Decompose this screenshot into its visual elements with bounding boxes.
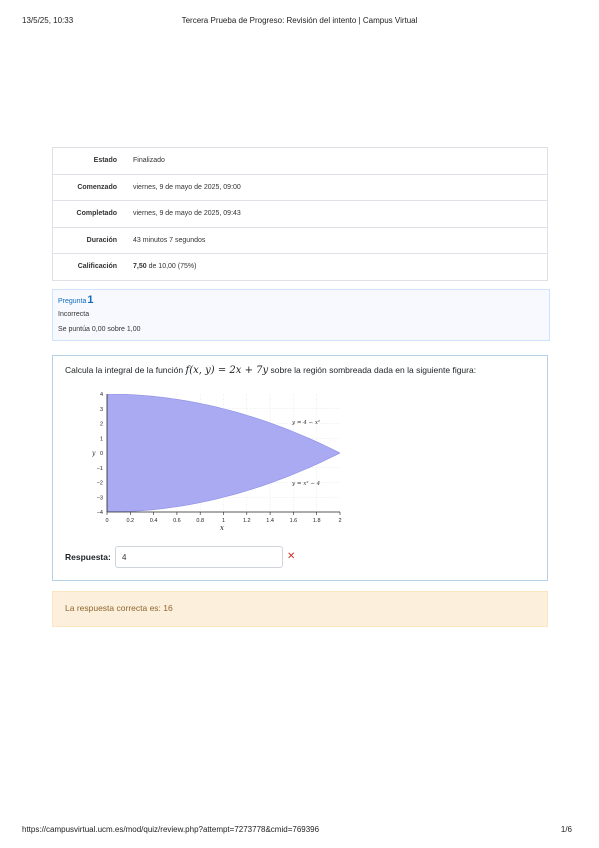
x-tick-marks <box>107 512 340 515</box>
summary-label: Duración <box>53 227 126 254</box>
y-tick-label: 4 <box>99 392 103 398</box>
summary-value <box>125 254 548 281</box>
y-tick-label: −1 <box>96 465 103 472</box>
shaded-region <box>107 394 340 512</box>
summary-row-duracion <box>53 227 548 254</box>
lower-curve-label: y = x² − 4 <box>292 481 321 487</box>
summary-row-comenzado <box>53 174 548 201</box>
x-tick-label: 0.2 <box>126 518 135 524</box>
x-tick-label: 0 <box>105 518 109 524</box>
question-content-box <box>52 355 548 581</box>
answer-label: Respuesta: <box>65 552 111 562</box>
y-tick-label: −3 <box>96 495 103 502</box>
incorrect-icon: ✕ <box>287 551 296 562</box>
y-tick-label: −2 <box>96 480 103 487</box>
y-tick-label: 2 <box>99 421 103 428</box>
print-page-title: Tercera Prueba de Progreso: Revisión del intento | Campus Virtual <box>181 16 418 25</box>
x-tick-label: 1.4 <box>266 518 274 524</box>
summary-row-completado <box>53 201 548 228</box>
print-datetime: 13/5/25, 10:33 <box>22 16 74 25</box>
summary-value: viernes, 9 de mayo de 2025, 09:43 <box>125 201 548 228</box>
grade-score: 7,50 <box>133 263 147 271</box>
y-tick-label: 0 <box>99 451 103 457</box>
question-label: Pregunta <box>58 298 87 305</box>
x-tick-label: 1.2 <box>242 518 251 524</box>
print-url: https://campusvirtual.ucm.es/mod/quiz/review.php?attempt=7273778&cmid=769396 <box>22 825 320 834</box>
x-tick-label: 1.8 <box>312 518 321 524</box>
summary-value: viernes, 9 de mayo de 2025, 09:00 <box>125 174 548 201</box>
x-tick-label: 2 <box>338 518 342 524</box>
question-number-value: 1 <box>87 294 94 306</box>
grade-total: de 10,00 (75%) <box>148 263 197 271</box>
summary-label: Completado <box>53 201 126 228</box>
question-text <box>65 365 476 376</box>
correct-answer-text: La respuesta correcta es: 16 <box>65 603 173 613</box>
summary-label: Calificación <box>53 254 126 281</box>
summary-value: 43 minutos 7 segundos <box>125 227 548 254</box>
print-page-number: 1/6 <box>560 825 572 834</box>
summary-value: Finalizado <box>133 157 165 165</box>
x-tick-label: 1 <box>221 518 226 524</box>
question-text-before: Calcula la integral de la función <box>65 365 184 375</box>
question-info-box <box>52 289 550 341</box>
question-formula: f(x, y) = 2x + 7y <box>185 365 269 376</box>
upper-curve-label: y = 4 − x² <box>292 420 321 426</box>
y-tick-label: −4 <box>96 510 103 516</box>
attempt-summary-table <box>52 147 548 281</box>
x-tick-label: 0.8 <box>196 518 205 524</box>
summary-row-estado <box>53 148 548 175</box>
region-figure <box>92 387 352 535</box>
x-tick-label: 0.4 <box>149 518 158 524</box>
question-text-after: sobre la región sombreada dada en la siguiente figura: <box>270 365 477 375</box>
x-tick-label: 0.6 <box>173 518 181 524</box>
summary-row-calificacion <box>53 254 548 281</box>
x-axis-label: x <box>220 524 224 532</box>
x-tick-label: 1.6 <box>289 518 298 524</box>
correct-answer-feedback <box>52 591 548 627</box>
y-tick-label: 3 <box>99 406 103 413</box>
summary-label: Estado <box>53 148 126 175</box>
question-grade: Se puntúa 0,00 sobre 1,00 <box>58 326 141 333</box>
y-tick-label: 1 <box>99 436 103 443</box>
question-state: Incorrecta <box>58 311 90 318</box>
answer-field[interactable] <box>115 546 283 568</box>
y-axis-label: y <box>92 450 96 457</box>
question-number <box>58 294 94 306</box>
summary-label: Comenzado <box>53 174 126 201</box>
